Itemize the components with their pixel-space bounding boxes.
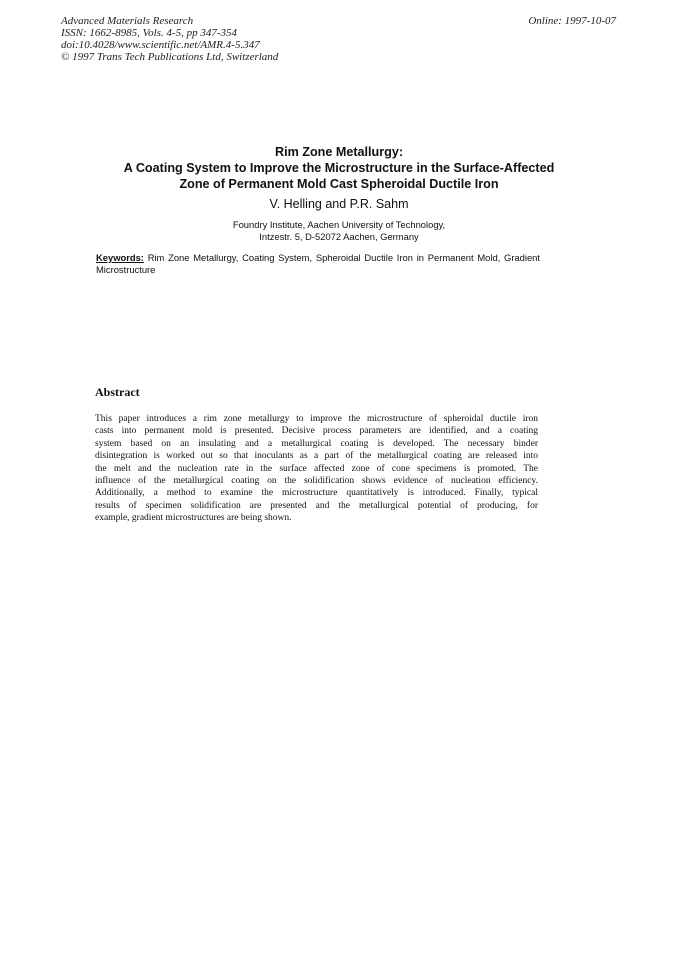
author-affiliation (80, 219, 598, 242)
paper-authors: V. Helling and P.R. Sahm (269, 197, 409, 211)
keywords-text: Rim Zone Metallurgy, Coating System, Spheroidal Ductile Iron in Permanent Mold, Gradient Microstructure (96, 252, 541, 275)
affiliation-line: Intzestr. 5, D-52072 Aachen, Germany (259, 230, 419, 242)
abstract-line: system based on an insulating and a metallurgical coating is developed. The necessary binder (95, 438, 538, 449)
abstract-line: results of specimen solidification are presented and the metallurgical potential of producing, for (95, 500, 538, 511)
abstract-line: Additionally, a method to examine the microstructure quantitatively is introduced. Finally, typical (95, 488, 538, 499)
title-line: Rim Zone Metallurgy: (274, 145, 404, 159)
paper-title (80, 144, 598, 192)
copyright-line: © 1997 Trans Tech Publications Ltd, Switzerland (61, 51, 279, 63)
abstract-text (95, 413, 538, 525)
title-line: Zone of Permanent Mold Cast Spheroidal Ductile Iron (179, 177, 499, 191)
abstract-heading: Abstract (95, 385, 140, 399)
abstract-line: the melt and the nucleation rate in the surface affected zone of cone specimens is promoted. The (95, 463, 538, 474)
journal-name: Advanced Materials Research (61, 15, 194, 27)
doi-line: doi:10.4028/www.scientific.net/AMR.4-5.347 (61, 39, 260, 51)
affiliation-line: Foundry Institute, Aachen University of Technology, (232, 219, 446, 230)
keywords-block (96, 252, 540, 276)
abstract-line: casts into permanent mold is presented. Decisive process parameters are identified, and a coating (95, 426, 538, 437)
keywords-label: Keywords: (96, 252, 144, 263)
publication-info (61, 15, 278, 63)
issn-line: ISSN: 1662-8985, Vols. 4-5, pp 347-354 (61, 27, 237, 39)
title-line: A Coating System to Improve the Microstructure in the Surface-Affected (123, 161, 555, 175)
abstract-line: influence of the metallurgical coating on the solidification shows evidence of nucleation efficiency. (95, 476, 538, 487)
abstract-line: example, gradient microstructures are being shown. (95, 513, 292, 524)
abstract-line: disintegration is worked out so that inoculants as a part of the metallurgical coating are released into (95, 451, 538, 462)
online-date: Online: 1997-10-07 (528, 15, 616, 27)
abstract-line: This paper introduces a rim zone metallurgy to improve the microstructure of spheroidal ductile iron (95, 414, 538, 424)
